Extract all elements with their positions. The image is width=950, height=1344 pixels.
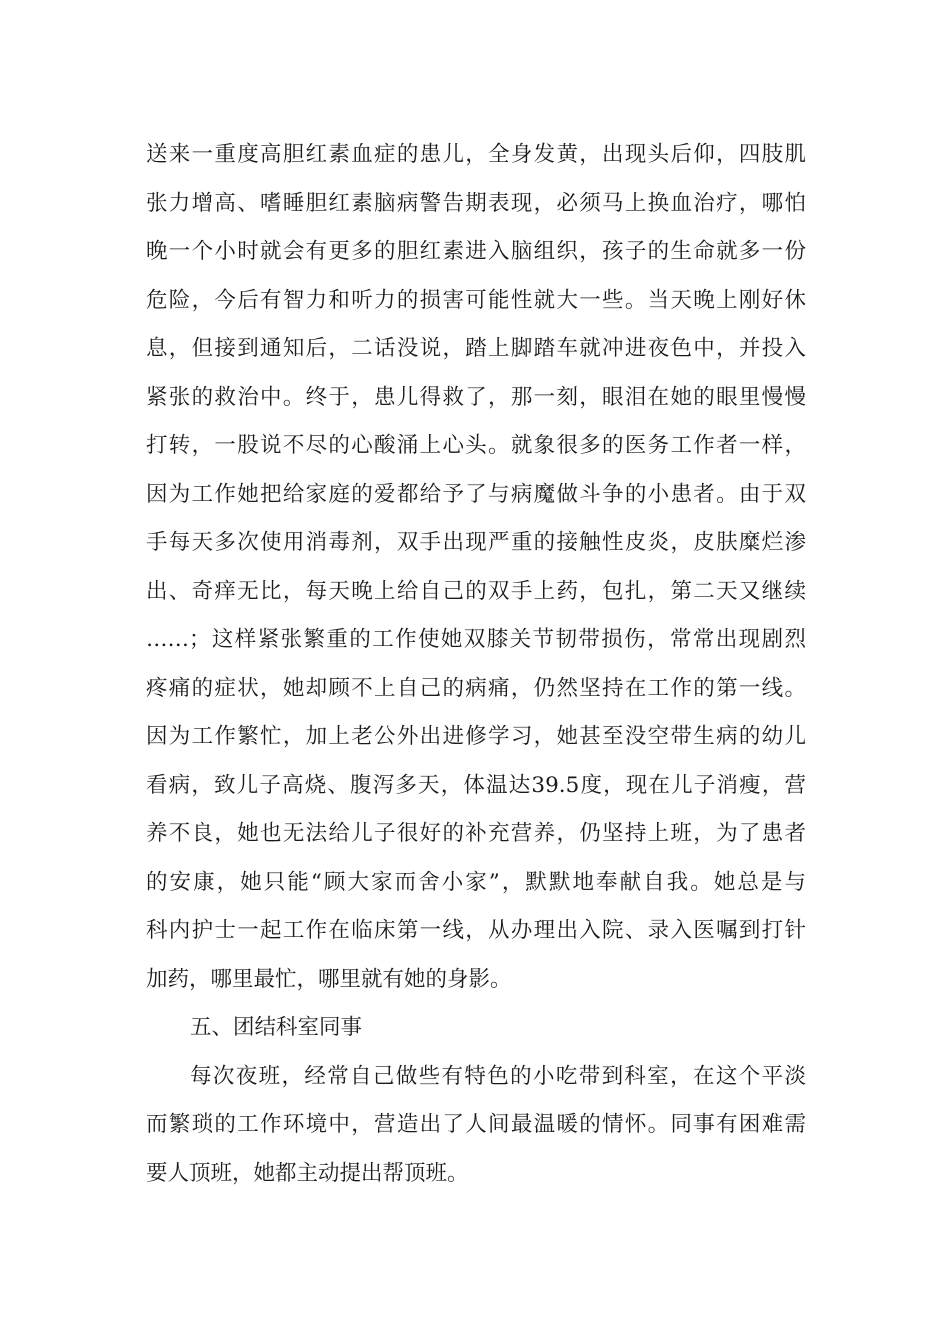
paragraph-1-line: 科内护士一起工作在临床第一线，从办理出入院、录入医嘱到打针 [146,918,806,943]
paragraph-1-line: 紧张的救治中。终于，患儿得救了，那一刻，眼泪在她的眼里慢慢 [146,384,806,410]
paragraph-1-line: 因为工作她把给家庭的爱都给予了与病魔做斗争的小患者。由于双 [146,481,806,507]
paragraph-1-line: 养不良，她也无法给儿子很好的补充营养，仍坚持上班，为了患者 [146,821,806,846]
document-body [146,131,806,1198]
paragraph-1-line: 加药，哪里最忙，哪里就有她的身影。 [146,966,512,992]
paragraph-1-line: 出、奇痒无比，每天晚上给自己的双手上药，包扎，第二天又继续 [146,578,806,604]
paragraph-1-line: 晚一个小时就会有更多的胆红素进入脑组织，孩子的生命就多一份 [146,239,806,264]
paragraph-1-line: 送来一重度高胆红素血症的患儿，全身发黄，出现头后仰，四肢肌 [146,142,806,167]
paragraph-2-line: 要人顶班，她都主动提出帮顶班。 [146,1160,469,1186]
section-heading: 五、团结科室同事 [190,1015,363,1040]
paragraph-2-line: 每次夜班，经常自己做些有特色的小吃带到科室，在这个平淡 [190,1063,806,1089]
paragraph-2-line: 而繁琐的工作环境中，营造出了人间最温暖的情怀。同事有困难需 [146,1112,806,1137]
paragraph-1-line: 的安康，她只能“顾大家而舍小家”，默默地奉献自我。她总是与 [146,869,806,895]
paragraph-1-line: 手每天多次使用消毒剂，双手出现严重的接触性皮炎，皮肤糜烂渗 [146,530,806,555]
paragraph-1-line: 因为工作繁忙，加上老公外出进修学习，她甚至没空带生病的幼儿 [146,724,806,749]
paragraph-1-line: 打转，一股说不尽的心酸涌上心头。就象很多的医务工作者一样， [146,433,806,458]
paragraph-1-line: ……；这样紧张繁重的工作使她双膝关节韧带损伤，常常出现剧烈 [146,627,806,652]
paragraph-1-line: 疼痛的症状，她却顾不上自己的病痛，仍然坚持在工作的第一线。 [146,675,806,701]
paragraph-1-line: 危险，今后有智力和听力的损害可能性就大一些。当天晚上刚好休 [146,287,806,313]
paragraph-1-line: 息，但接到通知后，二话没说，踏上脚踏车就冲进夜色中，并投入 [146,336,806,361]
paragraph-1-line: 张力增高、嗜睡胆红素脑病警告期表现，必须马上换血治疗，哪怕 [146,190,806,216]
paragraph-1-line: 看病，致儿子高烧、腹泻多天，体温达39.5度，现在儿子消瘦，营 [146,772,806,798]
